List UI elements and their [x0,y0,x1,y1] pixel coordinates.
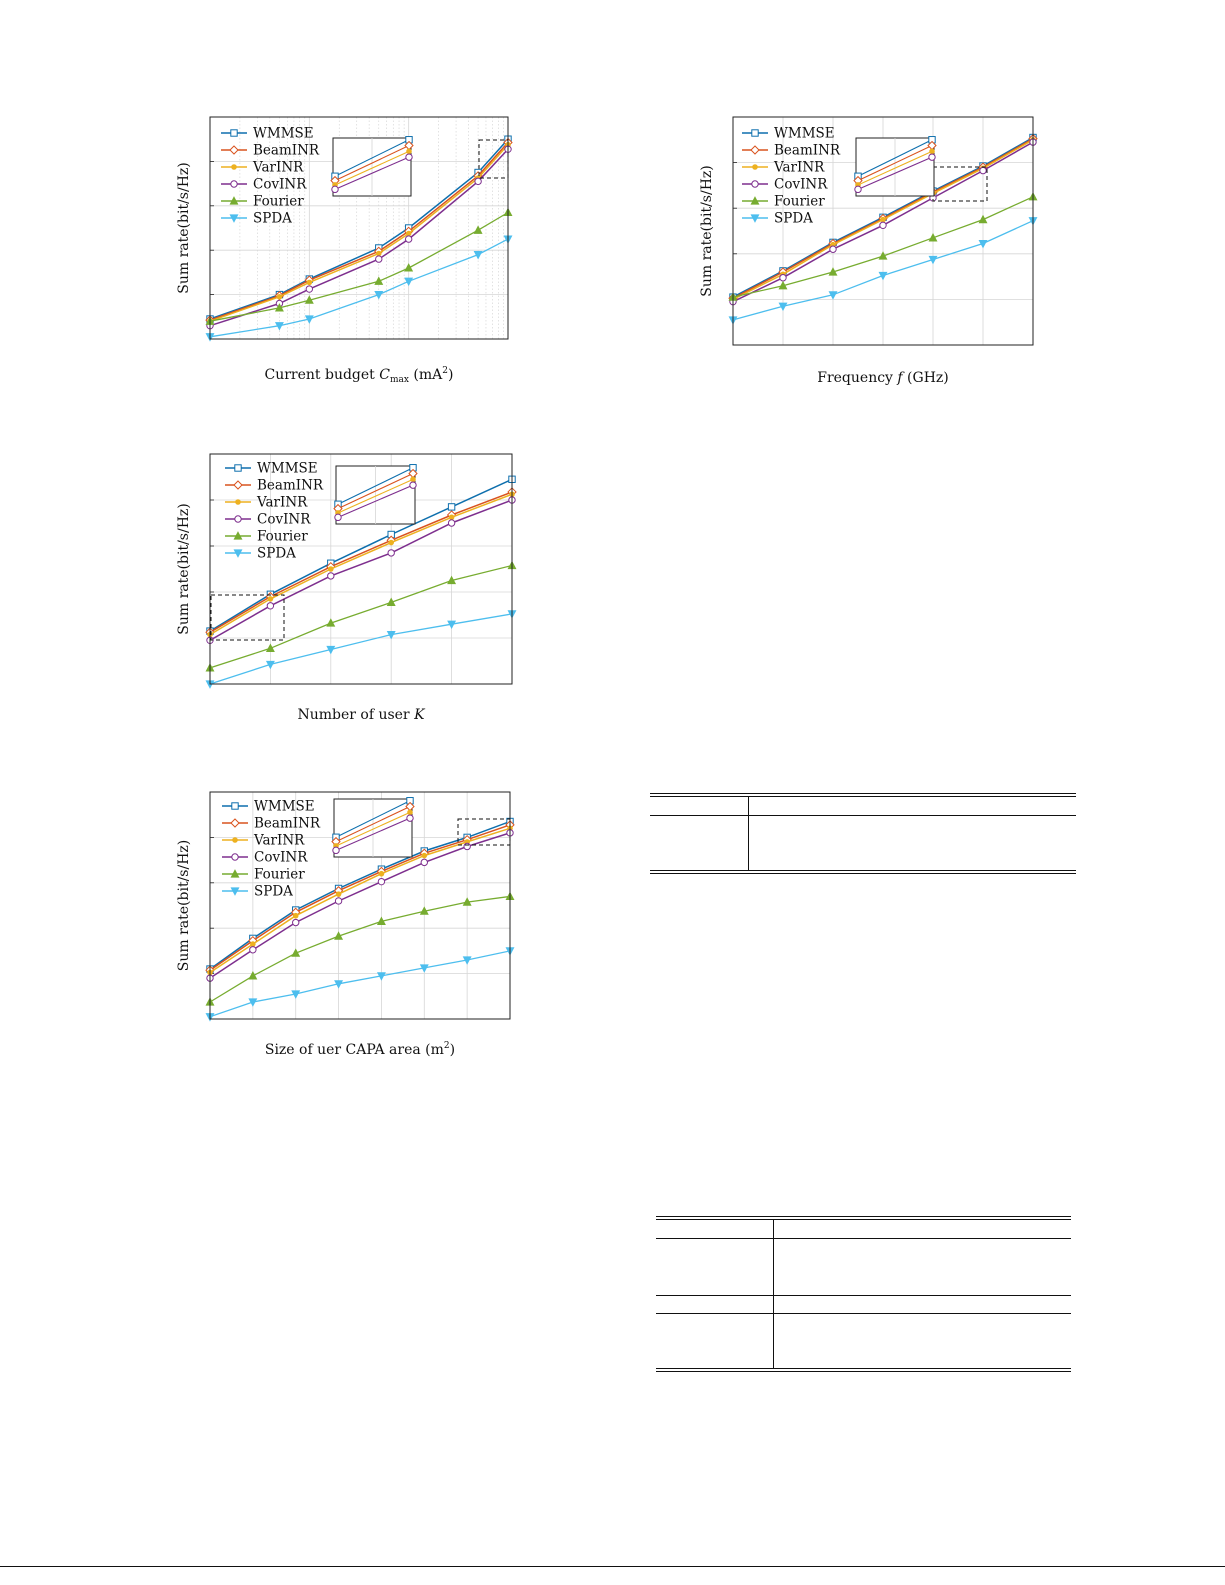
legend-label: BeamINR [253,142,320,159]
legend-item-fourier [742,194,825,210]
data-point [336,892,341,897]
data-point [306,286,312,292]
table-header-rule [650,815,1076,816]
table-bottom-rule-2 [656,1371,1071,1372]
legend-marker [751,146,759,154]
data-point [267,603,273,609]
inset-point [407,149,412,154]
table-top-rule-2 [650,796,1076,797]
data-point [328,567,333,572]
legend-label: Fourier [253,193,304,210]
data-point [880,222,886,228]
legend-label: CovINR [253,176,307,193]
x-axis-label: Size of uer CAPA area $(m^2)$ [264,1041,456,1058]
legend-label: CovINR [774,176,828,193]
chart-frequency [690,105,1050,395]
data-point [449,515,454,520]
inset-point [407,815,413,821]
legend-label: WMMSE [254,798,315,815]
table-top-rule-2 [656,1219,1071,1220]
legend-item-covinr [222,850,308,866]
data-point [293,919,299,925]
legend-item-beaminr [222,816,321,832]
table-bottom-rule-2 [650,873,1076,874]
data-point [881,217,886,222]
legend-marker [752,130,758,136]
data-point [979,216,987,223]
legend-item-varinr [225,495,308,511]
legend-label: WMMSE [257,460,318,477]
legend-marker [231,130,237,136]
legend-item-varinr [221,160,304,176]
legend-marker [234,481,242,489]
legend-marker [230,146,238,154]
data-point [277,294,282,299]
legend-label: SPDA [253,210,292,227]
legend-marker [232,165,237,170]
data-point [388,550,394,556]
data-point [405,236,411,242]
legend [742,126,841,227]
data-point [780,275,786,281]
legend-item-beaminr [225,478,324,494]
legend-item-spda [221,211,292,227]
inset-point [406,154,412,160]
series-line [210,566,512,668]
legend-label: SPDA [257,545,296,562]
x-axis-label: Number of user K [297,707,425,723]
data-point [375,277,383,284]
table-mid-rule-2 [656,1313,1071,1314]
legend-item-varinr [222,833,305,849]
legend-item-spda [222,884,293,900]
data-point [405,264,413,271]
legend-label: VarINR [257,494,308,511]
data-point [406,231,411,236]
x-axis-label: Frequency f (GHz) [817,370,949,386]
legend-item-wmmse [222,799,315,815]
data-point [980,167,986,173]
legend-label: BeamINR [257,477,324,494]
data-point [448,504,454,510]
legend-item-wmmse [742,126,835,142]
data-point [474,226,482,233]
table-header-rule [656,1238,1071,1239]
x-axis-label: Current budget $C_{max}$ $(mA^2)$ [264,366,454,385]
legend-label: CovINR [257,511,311,528]
data-point [250,942,255,947]
legend-item-fourier [221,194,304,210]
legend-marker [236,500,241,505]
table-mid-rule [656,1295,1071,1296]
legend-label: WMMSE [253,125,314,142]
legend-item-spda [742,211,813,227]
legend-label: Fourier [774,193,825,210]
legend-item-covinr [225,512,311,528]
table-2 [656,1216,1071,1380]
y-axis-label: Sum rate(bit/s/Hz) [699,165,715,297]
legend-item-wmmse [225,461,318,477]
zoom-inset [331,137,413,196]
chart-users [170,440,530,730]
legend-item-fourier [225,529,308,545]
data-point [376,251,381,256]
legend-label: WMMSE [774,125,835,142]
zoom-inset [334,465,417,524]
series-line [210,614,512,684]
data-point [464,843,470,849]
inset-point [411,477,416,482]
legend-marker [232,854,238,860]
y-axis-label: Sum rate(bit/s/Hz) [176,503,192,635]
legend-marker [232,803,238,809]
table-column-divider [773,1220,774,1369]
data-point [267,644,275,651]
zoom-inset [854,137,936,196]
data-point [250,947,256,953]
axis-ticks [733,163,737,300]
data-point [335,898,341,904]
y-axis-label: Sum rate(bit/s/Hz) [176,162,192,294]
data-point [307,280,312,285]
data-point [378,878,384,884]
y-axis-label: Sum rate(bit/s/Hz) [176,839,192,972]
data-point [379,871,384,876]
legend-label: Fourier [254,866,305,883]
figure-area [170,775,530,1065]
legend-label: CovINR [254,849,308,866]
legend-label: VarINR [253,159,304,176]
legend-item-covinr [742,177,828,193]
inset-point [929,154,935,160]
figure-frequency [690,105,1050,395]
legend-label: SPDA [254,883,293,900]
legend-item-wmmse [221,126,314,142]
data-point [830,246,836,252]
chart-current-budget [170,105,530,395]
legend [221,126,320,227]
legend-item-beaminr [742,143,841,159]
series-spda [206,611,516,688]
inset-point [855,186,861,192]
legend-item-varinr [742,160,825,176]
legend-marker [231,181,237,187]
inset-point [335,514,341,520]
data-point [422,853,427,858]
legend-marker [235,516,241,522]
data-point [389,540,394,545]
zoom-inset [332,798,414,857]
legend-label: VarINR [254,832,305,849]
table-bottom-rule [656,1368,1071,1369]
legend [222,799,321,900]
axis-ticks [210,837,214,973]
legend-label: Fourier [257,528,308,545]
table-top-rule [656,1216,1071,1217]
inset-point [930,149,935,154]
series-line [210,239,508,337]
inset-point [332,186,338,192]
data-point [376,256,382,262]
data-point [421,859,427,865]
table-top-rule [650,793,1076,794]
figure-current-budget [170,105,530,395]
legend-label: SPDA [774,210,813,227]
inset-point [408,810,413,815]
legend-item-covinr [221,177,307,193]
table-column-divider [748,797,749,871]
legend-marker [233,838,238,843]
legend-item-beaminr [221,143,320,159]
series-spda [206,948,514,1021]
data-point [268,597,273,602]
inset-point [333,847,339,853]
legend-item-spda [225,546,296,562]
series-spda [206,236,512,341]
legend-marker [752,181,758,187]
data-point [249,972,257,979]
legend-item-fourier [222,867,305,883]
legend-marker [231,819,239,827]
inset-point [410,482,416,488]
chart-area [170,775,530,1065]
figure-users [170,440,530,730]
table-bottom-rule [650,870,1076,871]
legend-label: VarINR [774,159,825,176]
data-point [448,520,454,526]
legend-label: BeamINR [254,815,321,832]
data-point [328,573,334,579]
axis-ticks [210,161,214,294]
legend-marker [235,465,241,471]
data-point [475,178,481,184]
table-1 [650,793,1076,878]
data-point [405,278,413,285]
data-point [293,913,298,918]
page-bottom-rule [0,1566,1225,1567]
legend-label: BeamINR [774,142,841,159]
legend-marker [753,165,758,170]
